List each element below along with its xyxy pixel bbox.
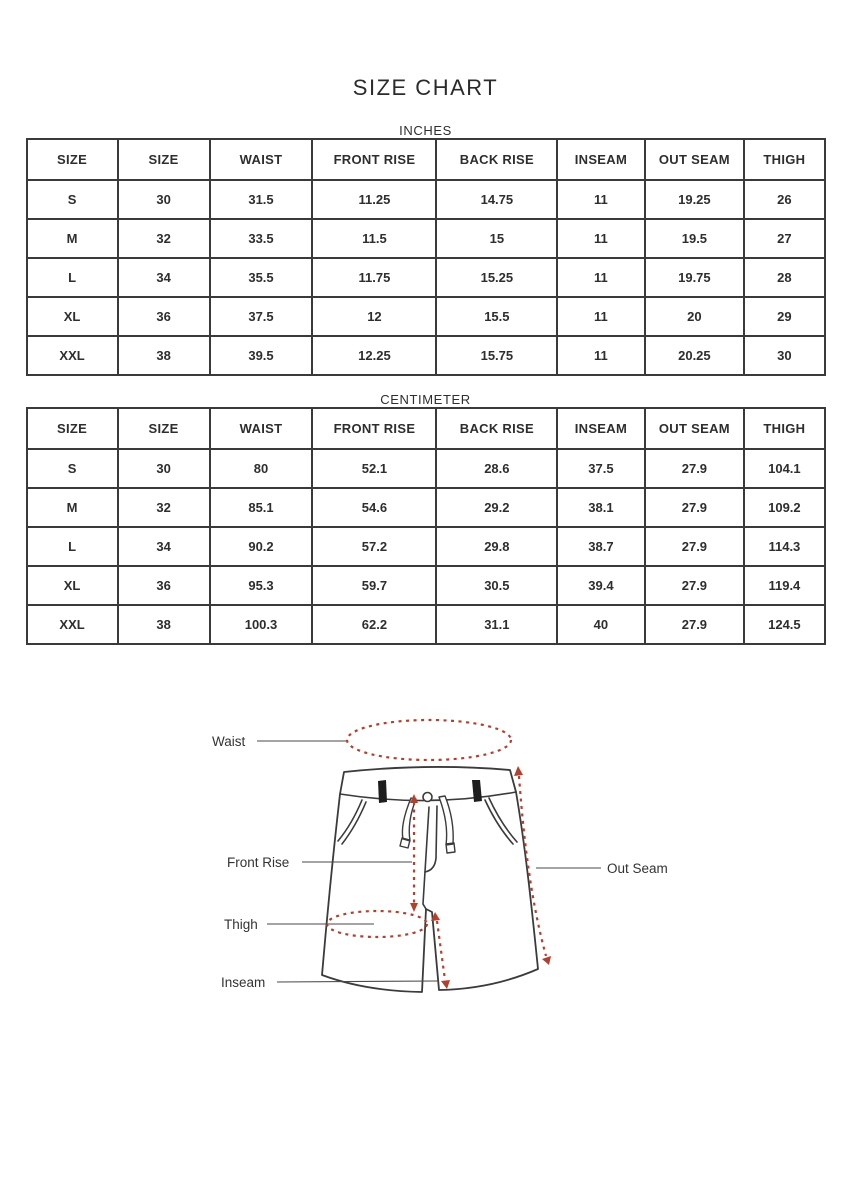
value-cell: 114.3 (744, 527, 824, 566)
value-cell: 19.5 (645, 219, 745, 258)
value-cell: 104.1 (744, 449, 824, 488)
size-cell: L (27, 258, 118, 297)
thigh-label: Thigh (224, 917, 258, 932)
value-cell: 26 (744, 180, 824, 219)
value-cell: 36 (118, 297, 210, 336)
value-cell: 37.5 (210, 297, 313, 336)
header-cell: SIZE (27, 139, 118, 180)
size-cell: XXL (27, 605, 118, 644)
value-cell: 34 (118, 527, 210, 566)
value-cell: 32 (118, 219, 210, 258)
button-icon (423, 793, 432, 802)
page-title: SIZE CHART (352, 75, 499, 100)
size-cell: XL (27, 297, 118, 336)
value-cell: 85.1 (210, 488, 313, 527)
value-cell: 11.5 (312, 219, 436, 258)
waist-label: Waist (212, 734, 246, 749)
size-cell: XXL (27, 336, 118, 375)
value-cell: 90.2 (210, 527, 313, 566)
value-cell: 11 (557, 258, 644, 297)
value-cell: 27.9 (645, 527, 745, 566)
value-cell: 119.4 (744, 566, 824, 605)
value-cell: 15.5 (436, 297, 557, 336)
header-cell: FRONT RISE (312, 408, 436, 449)
value-cell: 62.2 (312, 605, 436, 644)
value-cell: 19.25 (645, 180, 745, 219)
size-cell: L (27, 527, 118, 566)
value-cell: 28.6 (436, 449, 557, 488)
value-cell: 19.75 (645, 258, 745, 297)
header-cell: OUT SEAM (645, 408, 745, 449)
shorts-sketch (322, 767, 538, 992)
size-cell: M (27, 219, 118, 258)
value-cell: 80 (210, 449, 313, 488)
value-cell: 35.5 (210, 258, 313, 297)
value-cell: 38.1 (557, 488, 644, 527)
front-rise-label: Front Rise (227, 855, 290, 870)
header-cell: SIZE (118, 139, 210, 180)
header-cell: SIZE (27, 408, 118, 449)
value-cell: 38.7 (557, 527, 644, 566)
value-cell: 38 (118, 336, 210, 375)
left-belt-loop (378, 780, 387, 803)
value-cell: 28 (744, 258, 824, 297)
header-cell: WAIST (210, 139, 313, 180)
value-cell: 39.4 (557, 566, 644, 605)
value-cell: 57.2 (312, 527, 436, 566)
header-cell: FRONT RISE (312, 139, 436, 180)
value-cell: 32 (118, 488, 210, 527)
header-cell: BACK RISE (436, 408, 557, 449)
inseam-label: Inseam (221, 975, 266, 990)
header-cell: BACK RISE (436, 139, 557, 180)
value-cell: 29 (744, 297, 824, 336)
out-seam-arrow-down (542, 956, 551, 965)
value-cell: 15 (436, 219, 557, 258)
value-cell: 52.1 (312, 449, 436, 488)
size-cell: S (27, 180, 118, 219)
value-cell: 11 (557, 180, 644, 219)
value-cell: 29.8 (436, 527, 557, 566)
header-cell: THIGH (744, 139, 824, 180)
value-cell: 11 (557, 336, 644, 375)
value-cell: 27 (744, 219, 824, 258)
header-cell: SIZE (118, 408, 210, 449)
value-cell: 30 (118, 180, 210, 219)
header-cell: WAIST (210, 408, 313, 449)
value-cell: 59.7 (312, 566, 436, 605)
value-cell: 30.5 (436, 566, 557, 605)
value-cell: 30 (744, 336, 824, 375)
value-cell: 11.25 (312, 180, 436, 219)
value-cell: 31.5 (210, 180, 313, 219)
value-cell: 37.5 (557, 449, 644, 488)
value-cell: 109.2 (744, 488, 824, 527)
value-cell: 27.9 (645, 449, 745, 488)
out-seam-label: Out Seam (607, 861, 668, 876)
value-cell: 27.9 (645, 605, 745, 644)
value-cell: 54.6 (312, 488, 436, 527)
inches-label: INCHES (399, 123, 452, 138)
value-cell: 11 (557, 297, 644, 336)
value-cell: 12.25 (312, 336, 436, 375)
header-cell: INSEAM (557, 139, 644, 180)
value-cell: 20.25 (645, 336, 745, 375)
value-cell: 124.5 (744, 605, 824, 644)
value-cell: 29.2 (436, 488, 557, 527)
size-cell: M (27, 488, 118, 527)
value-cell: 11 (557, 219, 644, 258)
value-cell: 36 (118, 566, 210, 605)
value-cell: 39.5 (210, 336, 313, 375)
value-cell: 34 (118, 258, 210, 297)
centimeter-label: CENTIMETER (380, 392, 471, 407)
value-cell: 12 (312, 297, 436, 336)
header-cell: OUT SEAM (645, 139, 745, 180)
value-cell: 95.3 (210, 566, 313, 605)
header-cell: INSEAM (557, 408, 644, 449)
value-cell: 27.9 (645, 566, 745, 605)
value-cell: 20 (645, 297, 745, 336)
value-cell: 15.25 (436, 258, 557, 297)
size-cell: XL (27, 566, 118, 605)
out-seam-arrow-up (514, 766, 523, 776)
waist-measure-ellipse (347, 720, 511, 760)
value-cell: 31.1 (436, 605, 557, 644)
header-cell: THIGH (744, 408, 824, 449)
value-cell: 14.75 (436, 180, 557, 219)
size-cell: S (27, 449, 118, 488)
value-cell: 40 (557, 605, 644, 644)
value-cell: 27.9 (645, 488, 745, 527)
value-cell: 15.75 (436, 336, 557, 375)
value-cell: 38 (118, 605, 210, 644)
value-cell: 30 (118, 449, 210, 488)
value-cell: 33.5 (210, 219, 313, 258)
value-cell: 11.75 (312, 258, 436, 297)
value-cell: 100.3 (210, 605, 313, 644)
